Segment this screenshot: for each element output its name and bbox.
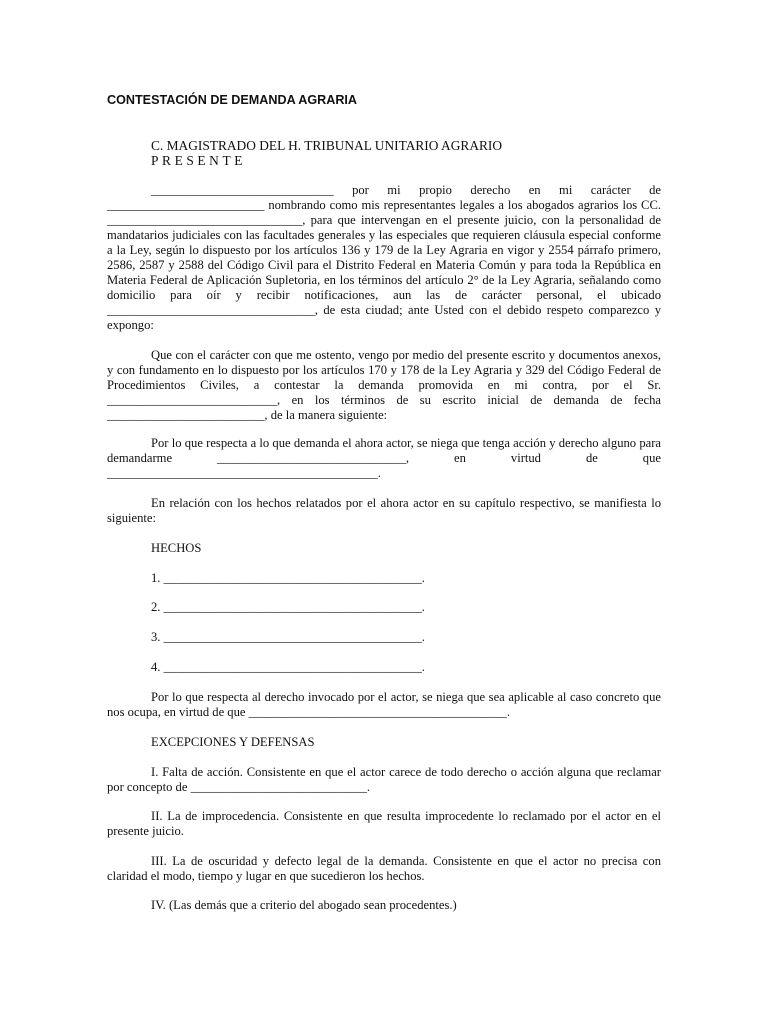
paragraph-line: En relación con los hechos relatados por el ahora actor en su capítulo respectivo, se manifiesta lo <box>151 496 661 510</box>
paragraph-line: Procedimientos Civiles, a contestar la demanda promovida en mi contra, por el Sr. <box>107 378 661 392</box>
paragraph-line: nos ocupa, en virtud de que _________________________________________. <box>107 705 510 719</box>
document-title: CONTESTACIÓN DE DEMANDA AGRARIA <box>107 93 358 107</box>
hecho-item-4: 4. _________________________________________. <box>151 660 425 674</box>
paragraph-line: por concepto de ____________________________. <box>107 780 371 794</box>
hecho-item-3: 3. _________________________________________. <box>151 630 425 644</box>
hecho-item-1: 1. _________________________________________. <box>151 571 425 585</box>
contestacion-paragraph <box>107 348 661 423</box>
paragraph-line: _________________________ nombrando como mis representantes legales a los abogados agrarios los CC. <box>107 198 661 212</box>
paragraph-line: Que con el carácter con que me ostento, vengo por medio del presente escrito y documentos anexos, <box>151 348 661 362</box>
paragraph-line: I. Falta de acción. Consistente en que el actor carece de todo derecho o acción alguna que reclamar <box>151 765 661 779</box>
paragraph-line: III. La de oscuridad y defecto legal de la demanda. Consistente en que el actor no precisa con <box>151 854 661 868</box>
paragraph-line: claridad el modo, tiempo y lugar en que sucedieron los hechos. <box>107 869 425 883</box>
excepcion-3 <box>107 854 661 884</box>
paragraph-line: siguiente: <box>107 511 156 525</box>
paragraph-line: _________________________________, de esta ciudad; ante Usted con el debido respeto comparezco y <box>107 303 661 317</box>
hecho-item-2: 2. _________________________________________. <box>151 600 425 614</box>
paragraph-line: ___________________________________________. <box>107 466 381 480</box>
paragraph-line: _________________________, de la manera siguiente: <box>107 408 388 422</box>
paragraph-line: demandarme ______________________________, en virtud de que <box>107 451 661 465</box>
paragraph-line: 2586, 2587 y 2588 del Código Civil para el Distrito Federal en Materia Común y para toda la República en <box>107 258 661 272</box>
hechos-intro-paragraph <box>107 496 661 526</box>
paragraph-line: II. La de improcedencia. Consistente en que resulta improcedente lo reclamado por el actor en el <box>151 809 661 823</box>
paragraph-line: domicilio para oír y recibir notificaciones, aun las de carácter personal, el ubicado <box>107 288 661 302</box>
intro-paragraph <box>107 183 661 333</box>
paragraph-line: a la Ley, según lo dispuesto por los artículos 136 y 179 de la Ley Agraria en vigor y 2554 párrafo primero, <box>107 243 661 257</box>
paragraph-line: ___________________________, en los términos de su escrito inicial de demanda de fecha <box>107 393 661 407</box>
paragraph-line: mandatarios judiciales con las facultades generales y las especiales que requieren cláusula especial conforme <box>107 228 661 242</box>
paragraph-line: presente juicio. <box>107 824 184 838</box>
excepcion-2 <box>107 809 661 839</box>
addressee-line: C. MAGISTRADO DEL H. TRIBUNAL UNITARIO AGRARIO <box>151 138 503 153</box>
excepciones-heading: EXCEPCIONES Y DEFENSAS <box>151 735 315 749</box>
paragraph-line: _______________________________, para que intervengan en el presente juicio, con la personalidad de <box>107 213 661 227</box>
accion-paragraph <box>107 436 661 481</box>
addressee-present: PRESENTE <box>151 153 247 168</box>
paragraph-line: _____________________________ por mi propio derecho en mi carácter de <box>151 183 661 197</box>
paragraph-line: expongo: <box>107 318 154 332</box>
derecho-paragraph <box>107 690 661 720</box>
excepcion-1 <box>107 765 661 795</box>
paragraph-line: y con fundamento en lo dispuesto por los artículos 170 y 178 de la Ley Agraria y 329 del Código Federal de <box>107 363 661 377</box>
paragraph-line: Por lo que respecta a lo que demanda el ahora actor, se niega que tenga acción y derecho alguno para <box>151 436 661 450</box>
paragraph-line: Por lo que respecta al derecho invocado por el actor, se niega que sea aplicable al caso concreto que <box>151 690 661 704</box>
paragraph-line: Materia Federal de Aplicación Supletoria, en los términos del artículo 2° de la Ley Agraria, señalando como <box>107 273 661 287</box>
hechos-heading: HECHOS <box>151 541 202 555</box>
excepcion-4: IV. (Las demás que a criterio del abogado sean procedentes.) <box>151 898 457 912</box>
